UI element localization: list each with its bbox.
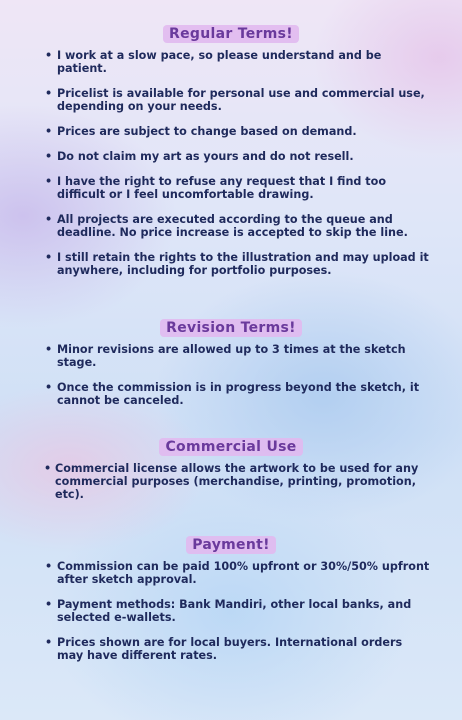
list-item [0,251,462,277]
item-text: Once the commission is in progress beyond the sketch, it cannot be canceled. [57,381,420,407]
item-text: I work at a slow pace, so please understand and be patient. [57,49,382,75]
item-text: Do not claim my art as yours and do not resell. [57,150,354,163]
bullet-icon: • [44,462,52,475]
item-text: Commission can be paid 100% upfront or 30%/50% upfront after sketch approval. [57,560,430,586]
terms-list [0,462,462,501]
terms-list [0,560,462,662]
revision-terms-section [0,317,462,419]
list-item [0,125,462,138]
bullet-icon: • [45,49,53,62]
section-title: Commercial Use [159,438,302,456]
bullet-icon: • [45,381,53,394]
regular-terms-section [0,23,462,289]
bullet-icon: • [45,150,53,163]
bullet-icon: • [45,636,53,649]
bullet-icon: • [45,213,53,226]
list-item [0,598,462,624]
item-text: Minor revisions are allowed up to 3 times at the sketch stage. [57,343,406,369]
section-title: Payment! [186,536,276,554]
item-text: All projects are executed according to the queue and deadline. No price increase is accepted to skip the line. [57,213,408,239]
list-item [0,213,462,239]
item-text: Payment methods: Bank Mandiri, other local banks, and selected e-wallets. [57,598,412,624]
list-item [0,381,462,407]
bullet-icon: • [45,125,53,138]
list-item [0,343,462,369]
list-item [0,560,462,586]
terms-list [0,343,462,407]
terms-list [0,49,462,277]
list-item [0,175,462,201]
list-item [0,636,462,662]
section-title: Regular Terms! [163,25,299,43]
payment-section [0,534,462,674]
section-title: Revision Terms! [160,319,302,337]
item-text: Commercial license allows the artwork to be used for any commercial purposes (merchandise, printing, promotion, etc). [55,462,419,501]
bullet-icon: • [45,598,53,611]
commercial-use-section [0,436,462,501]
bullet-icon: • [45,560,53,573]
item-text: I still retain the rights to the illustration and may upload it anywhere, including for portfolio purposes. [57,251,429,277]
item-text: Prices are subject to change based on demand. [57,125,357,138]
item-text: I have the right to refuse any request that I find too difficult or I feel uncomfortable drawing. [57,175,387,201]
list-item [0,49,462,75]
list-item [0,462,462,501]
item-text: Pricelist is available for personal use and commercial use, depending on your needs. [57,87,425,113]
list-item [0,87,462,113]
item-text: Prices shown are for local buyers. International orders may have different rates. [57,636,403,662]
bullet-icon: • [45,251,53,264]
bullet-icon: • [45,87,53,100]
list-item [0,150,462,163]
bullet-icon: • [45,175,53,188]
bullet-icon: • [45,343,53,356]
